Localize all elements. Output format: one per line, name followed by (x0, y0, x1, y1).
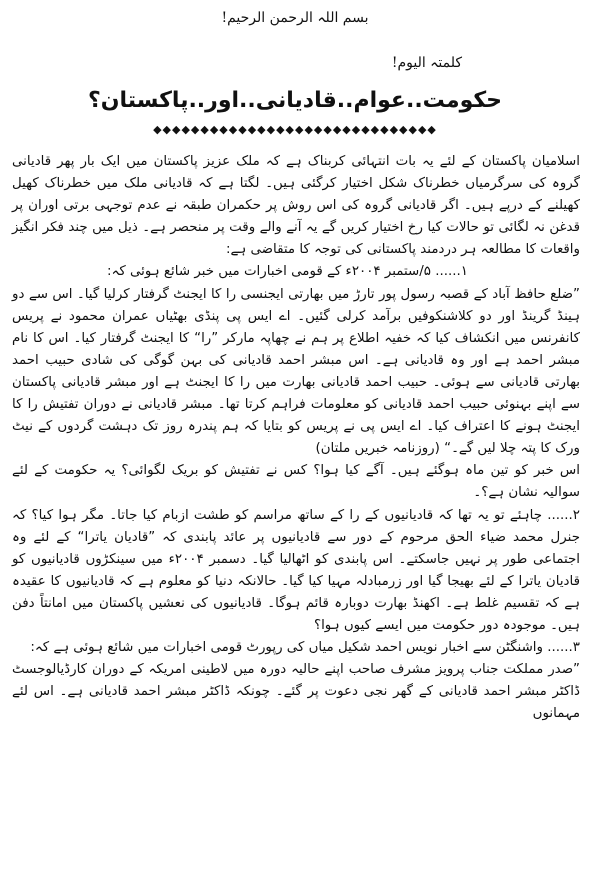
news-quote-1: ”ضلع حافظ آباد کے قصبہ رسول پور تارڑ میں بھارتی ایجنسی را کا ایجنٹ گرفتار کرلیا گیا۔ اس سے دو ہینڈ گرینڈ اور دو کلاشنکوفیں برآمد کرلی گئیں۔ اے ایس پی پنڈی بھٹیاں عمران محمود نے پریس کانفرنس میں انکشاف کیا کہ خفیہ اطلاع پر ہم نے چھاپہ مارکر ”را“ کا ایجنٹ گرفتار کیا۔ اس کا نام مبشر احمد ہے اور وہ قادیانی ہے۔ اس مبشر احمد قادیانی کی بہن گوگی کی شادی حبیب احمد بھارتی قادیانی سے ہوئی۔ حبیب احمد قادیانی بھارت میں را کا ایجنٹ ہے اور مبشر قادیانی پاکستان سے اپنے بہنوئی حبیب احمد قادیانی کو معلومات فراہم کرتا تھا۔ مبشر قادیانی نے دوران تفتیش را کا ایجنٹ ہونے کا اعتراف کیا۔ اے ایس پی نے پریس کو بتایا کہ ہم پندرہ روز تک دہشت گردوں کے نیٹ ورک کا پتہ چلا لیں گے۔“ (روزنامہ خبریں ملتان) (12, 286, 580, 457)
diamond-divider: ◆◆◆◆◆◆◆◆◆◆◆◆◆◆◆◆◆◆◆◆◆◆◆◆◆◆◆◆◆◆ (153, 123, 437, 136)
item-3-intro: ۳...... واشنگٹن سے اخبار نویس احمد شکیل میاں کی رپورٹ قومی اخبارات میں شائع ہوئی ہے کہ: (30, 640, 580, 656)
intro-paragraph: اسلامیان پاکستان کے لئے یہ بات انتہائی کربناک ہے کہ ملک عزیز پاکستان میں ایک بار پھر قادیانی گروہ کی سرگرمیاں خطرناک شکل اختیار کرگئی ہیں۔ لگتا ہے کہ قادیانی ملک میں خطرناک کھیل کھیلنے کے درپے ہیں۔ اگر قادیانی گروہ کی اس روش پر حکمران طبقہ نے عدم توجہی برتی اوران پر قدغن نہ لگائی تو حالات کیا رخ اختیار کریں گے یہ آنے والے وقت پر منحصر ہے۔ ذیل میں چند فکر انگیز واقعات کا مطالعہ ہر دردمند پاکستانی کی توجہ کا متقاضی ہے: (12, 154, 580, 258)
column-label: کلمتہ الیوم! (391, 55, 462, 71)
article-body (12, 151, 580, 725)
article-title: حکومت..عوام..قادیانی..اور..پاکستان؟ (87, 88, 503, 113)
news-quote-2: ”صدر مملکت جناب پرویز مشرف صاحب اپنے حالیہ دورہ میں لاطینی امریکہ کے دوران کارڈیالوجسٹ ڈاکٹر مبشر احمد قادیانی کے گھر نجی دعوت پر گئے۔ چونکہ ڈاکٹر مبشر احمد قادیانی ہے۔ اس لئے مہمانوں (12, 662, 580, 722)
item-2-paragraph: ۲...... چاہئے تو یہ تھا کہ قادیانیوں کے را کے ساتھ مراسم کو طشت ازبام کیا جاتا۔ مگر ہوا کیا؟ کہ جنرل محمد ضیاء الحق مرحوم کے دور سے قادیانیوں پر عائد پابندی کہ ”قادیان یاترا“ کے لئے وہ اجتماعی طور پر نہیں جاسکتے۔ اس پابندی کو اٹھالیا گیا۔ دسمبر ۲۰۰۴ء میں سینکڑوں قادیانیوں کو قادیان یاترا کے لئے بھیجا گیا اور زرمبادلہ مہیا کیا گیا۔ حالانکہ دنیا کو معلوم ہے کہ قادیانیوں کا عقیدہ ہے کہ تقسیم غلط ہے۔ اکھنڈ بھارت دوبارہ قائم ہوگا۔ قادیانیوں کی نعشیں پاکستان میں امانتاً دفن ہیں۔ موجودہ دور حکومت میں ایسے کیوں ہوا؟ (12, 507, 580, 633)
item-1-intro: ۱...... ۵/ستمبر ۲۰۰۴ء کے قومی اخبارات میں خبر شائع ہوئی کہ: (107, 264, 468, 280)
question-paragraph: اس خبر کو تین ماہ ہوگئے ہیں۔ آگے کیا ہوا؟ کس نے تفتیش کو بریک لگوائی؟ یہ حکومت کے لئے سوالیہ نشان ہے؟۔ (12, 463, 580, 501)
bismillah-heading: بسم اللہ الرحمن الرحیم! (221, 10, 369, 26)
